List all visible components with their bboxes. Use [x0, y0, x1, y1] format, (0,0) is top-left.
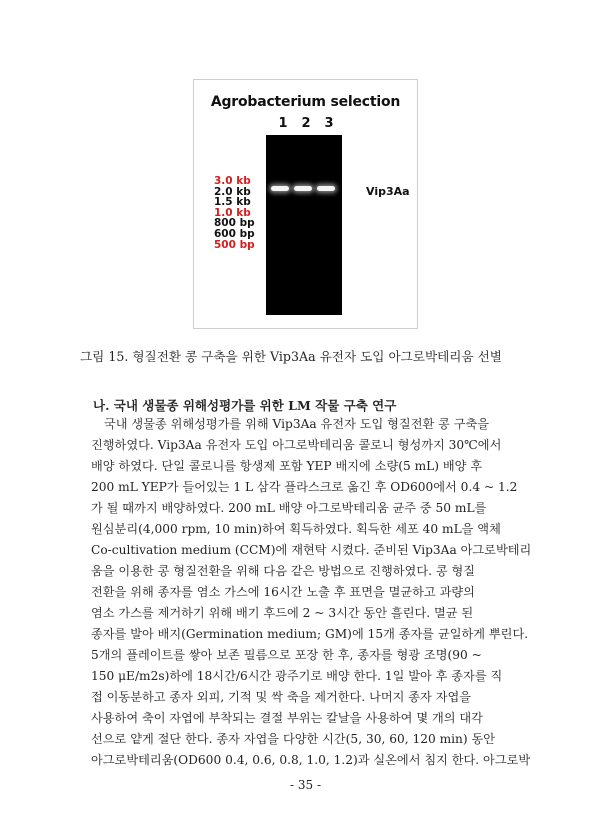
paragraph-line: 아그로박테리움(OD600 0.4, 0.6, 0.8, 1.0, 1.2)과 실온에서 침지 한다. 아그로박: [91, 753, 531, 767]
gel-figure: [193, 79, 418, 329]
lane-number: 2: [301, 116, 311, 131]
ladder-label: 1.0 kb: [214, 206, 251, 219]
body-paragraph: [91, 414, 532, 771]
dna-band: [294, 186, 312, 191]
paragraph-line: 진행하였다. Vip3Aa 유전자 도입 아그로박테리움 콜로니 형성까지 30℃에서: [91, 438, 502, 452]
size-ladder: [214, 176, 274, 250]
paragraph-line: 150 μE/m2s)하에 18시간/6시간 광주기로 배양 한다. 1일 발아 후 종자를 직: [91, 669, 503, 683]
paragraph-line: 국내 생물종 위해성평가를 위해 Vip3Aa 유전자 도입 형질전환 콩 구축을: [104, 417, 490, 431]
paragraph-line: 원심분리(4,000 rpm, 10 min)하여 획득하였다. 획득한 세포 40 mL을 액체: [91, 522, 501, 536]
paragraph-line: 배양 하였다. 단일 콜로니를 항생제 포함 YEP 배지에 소량(5 mL) 배양 후: [91, 459, 483, 473]
ladder-label: 3.0 kb: [214, 175, 251, 187]
ladder-label: 1.5 kb: [214, 196, 251, 209]
paragraph-line: 염소 가스를 제거하기 위해 배기 후드에 2 ~ 3시간 동안 흘린다. 멸균 된: [91, 606, 474, 620]
paragraph-line: 5개의 플레이트를 쌓아 보존 필름으로 포장 한 후, 종자를 형광 조명(90 ~: [91, 648, 482, 662]
ladder-label: 500 bp: [214, 238, 255, 251]
band-label: Vip3Aa: [366, 185, 410, 198]
gel-image: [266, 135, 342, 315]
ladder-label: 600 bp: [214, 227, 255, 240]
ladder-label: 2.0 kb: [214, 185, 251, 198]
paragraph-line: 가 될 때까지 배양하였다. 200 mL 배양 아그로박테리움 균주 중 50 mL를: [91, 501, 487, 515]
figure-title: Agrobacterium selection: [210, 94, 401, 110]
paragraph-line: 사용하여 축이 자엽에 부착되는 결절 부위는 칼날을 사용하여 몇 개의 대각: [91, 711, 483, 725]
paragraph-line: 움을 이용한 콩 형질전환을 위해 다음 같은 방법으로 진행하였다. 콩 형질: [91, 564, 476, 578]
dna-band: [317, 186, 335, 191]
paragraph-line: 전환을 위해 종자를 염소 가스에 16시간 노출 후 표면을 멸균하고 과량의: [91, 585, 475, 599]
lane-number: 3: [324, 116, 334, 131]
section-heading: 나. 국내 생물종 위해성평가를 위한 LM 작물 구축 연구: [93, 398, 397, 413]
paragraph-line: 선으로 얕게 절단 한다. 종자 자엽을 다양한 시간(5, 30, 60, 120 min) 동안: [91, 732, 496, 746]
ladder-label: 800 bp: [214, 217, 255, 230]
paragraph-line: 200 mL YEP가 들어있는 1 L 삼각 플라스크로 옮긴 후 OD600에서 0.4 ~ 1.2: [91, 480, 518, 494]
page-number: - 35 -: [289, 778, 321, 792]
paragraph-line: 접 이동분하고 종자 외피, 기적 및 싹 축을 제거한다. 나머지 종자 자엽을: [91, 690, 472, 704]
figure-caption: 그림 15. 형질전환 콩 구축을 위한 Vip3Aa 유전자 도입 아그로박테리움 선별: [80, 349, 502, 364]
paragraph-line: Co-cultivation medium (CCM)에 재현탁 시켰다. 준비된 Vip3Aa 아그로박테리: [91, 543, 532, 557]
paragraph-line: 종자를 발아 배지(Germination medium; GM)에 15개 종자를 균일하게 뿌린다.: [91, 627, 529, 641]
lane-number: 1: [278, 116, 288, 131]
